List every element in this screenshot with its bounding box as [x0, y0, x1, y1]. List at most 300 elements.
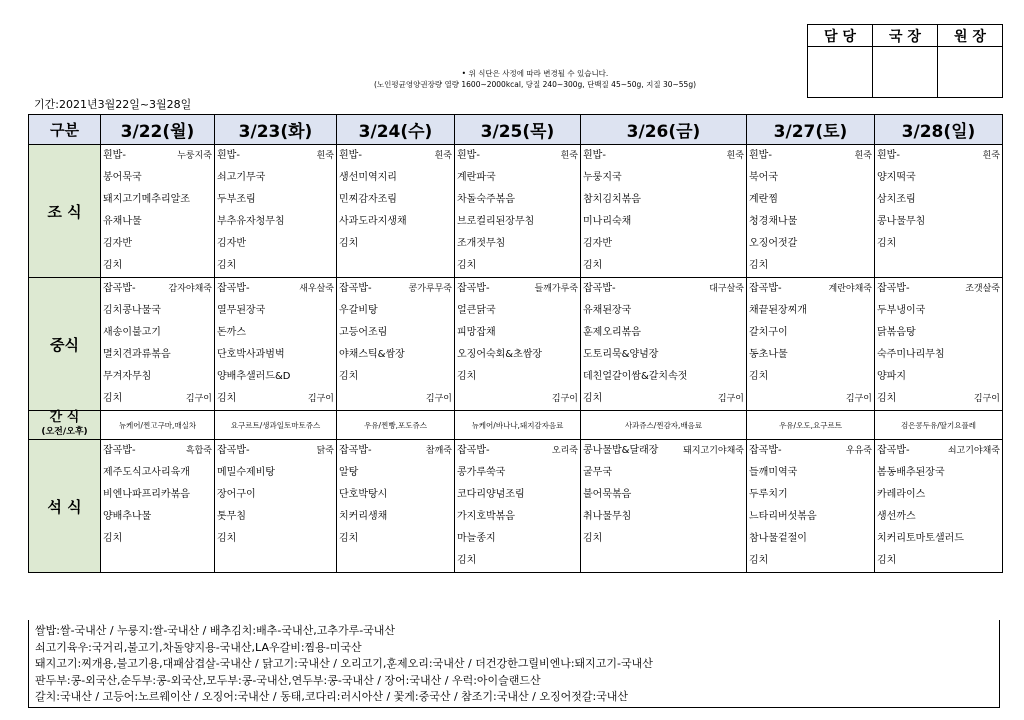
menu-item	[337, 255, 454, 277]
day-header: 3/25(목)	[455, 115, 581, 145]
menu-item	[747, 322, 874, 344]
menu-item-right: 김구이	[973, 394, 1000, 404]
menu-item	[455, 145, 580, 167]
menu-item	[875, 322, 1002, 344]
menu-item-text: 누룽지국	[583, 172, 622, 183]
menu-item	[581, 255, 746, 277]
menu-item-right: 우유죽	[845, 446, 872, 456]
menu-item	[101, 189, 214, 211]
menu-item	[337, 440, 454, 462]
menu-item	[747, 255, 874, 277]
menu-item-text: 불어묵볶음	[583, 489, 632, 500]
menu-item	[455, 484, 580, 506]
menu-item-text: 김치	[877, 555, 897, 566]
menu-item-text: 김치	[103, 393, 123, 404]
menu-item	[215, 440, 336, 462]
menu-item	[875, 506, 1002, 528]
menu-item-text: 김치	[103, 260, 123, 271]
menu-item	[581, 440, 746, 462]
menu-item-text: 야채스틱&쌈장	[339, 349, 405, 360]
menu-item-text: 열무된장국	[217, 305, 266, 316]
menu-item-text: 김치	[103, 533, 123, 544]
menu-item-right: 들깨가루죽	[534, 284, 578, 294]
dinner-cell	[101, 440, 215, 573]
menu-item-text: 알탕	[339, 467, 359, 478]
menu-item	[101, 344, 214, 366]
menu-item-text: 두루치기	[749, 489, 788, 500]
menu-item-text: 도토리묵&양념장	[583, 349, 659, 360]
breakfast-cell	[337, 145, 455, 278]
menu-item-right: 조갯살죽	[965, 284, 1000, 294]
menu-item-text: 채끝된장찌개	[749, 305, 807, 316]
menu-item-text: 쇠고기무국	[217, 172, 266, 183]
menu-item	[215, 167, 336, 189]
menu-item	[337, 322, 454, 344]
menu-item	[875, 550, 1002, 572]
day-header: 3/24(수)	[337, 115, 455, 145]
menu-item	[337, 300, 454, 322]
menu-item-text: 오징어젓갈	[749, 238, 798, 249]
menu-item	[337, 233, 454, 255]
menu-item	[747, 278, 874, 300]
menu-item	[747, 167, 874, 189]
snack-cell: 뉴케어/찐고구마,매실차	[101, 411, 215, 440]
menu-item-text: 김치	[877, 393, 897, 404]
menu-item-text: 김치	[583, 393, 603, 404]
menu-item-text: 굴무국	[583, 467, 612, 478]
menu-item	[455, 167, 580, 189]
menu-item-text: 제주도식고사리육개	[103, 467, 190, 478]
menu-table	[28, 114, 1003, 573]
menu-item-text: 느타리버섯볶음	[749, 511, 817, 522]
menu-item-text: 우갈비탕	[339, 305, 378, 316]
menu-item	[101, 440, 214, 462]
menu-item-text: 잡곡밥-	[749, 445, 782, 456]
menu-item	[101, 278, 214, 300]
menu-item-text: 코다리양념조림	[457, 489, 525, 500]
menu-item-text: 잡곡밥-	[103, 283, 136, 294]
lunch-cell	[581, 278, 747, 411]
menu-item-text: 김치	[583, 533, 603, 544]
menu-item	[337, 550, 454, 572]
menu-item	[747, 233, 874, 255]
menu-item	[455, 322, 580, 344]
menu-item-right: 대구살죽	[709, 284, 744, 294]
menu-item	[747, 300, 874, 322]
menu-item-text: 김치	[339, 371, 359, 382]
menu-item	[581, 366, 746, 388]
breakfast-cell	[581, 145, 747, 278]
menu-item	[337, 211, 454, 233]
menu-item	[581, 233, 746, 255]
menu-item	[747, 440, 874, 462]
lunch-cell	[747, 278, 875, 411]
menu-item-text: 양파지	[877, 371, 906, 382]
menu-item	[455, 366, 580, 388]
menu-item-text: 콩나물밥&달래장	[583, 445, 659, 456]
approval-sign-box	[873, 47, 938, 98]
menu-item-text: 오징어숙회&초쌈장	[457, 349, 543, 360]
menu-item-text: 계란파국	[457, 172, 496, 183]
menu-item-right: 감자야채죽	[168, 284, 212, 294]
menu-item	[215, 528, 336, 550]
menu-item-text: 봄동배추된장국	[877, 467, 945, 478]
menu-item-text: 흰밥-	[877, 150, 900, 161]
menu-item-text: 계란찜	[749, 194, 778, 205]
menu-item-right: 흑합죽	[185, 446, 212, 456]
menu-item	[101, 388, 214, 410]
menu-item-text: 미나리숙채	[583, 216, 632, 227]
breakfast-cell	[215, 145, 337, 278]
snack-row	[29, 411, 1003, 440]
lunch-row	[29, 278, 1003, 411]
menu-item	[875, 528, 1002, 550]
day-header: 3/26(금)	[581, 115, 747, 145]
menu-item-text: 김치	[583, 260, 603, 271]
approval-box	[807, 24, 1003, 98]
menu-item	[581, 506, 746, 528]
menu-item-text: 흰밥-	[749, 150, 772, 161]
menu-item	[747, 189, 874, 211]
menu-item	[337, 189, 454, 211]
dinner-cell	[581, 440, 747, 573]
day-header: 3/28(일)	[875, 115, 1003, 145]
menu-item	[581, 145, 746, 167]
menu-item-text: 흰밥-	[103, 150, 126, 161]
dinner-cell	[337, 440, 455, 573]
menu-item	[101, 484, 214, 506]
menu-item-text: 차돌숙주볶음	[457, 194, 515, 205]
breakfast-cell	[747, 145, 875, 278]
menu-item-text: 단호박사과범벅	[217, 349, 285, 360]
menu-item-text: 양배추샐러드&D	[217, 371, 291, 382]
day-header: 3/22(월)	[101, 115, 215, 145]
menu-item	[581, 550, 746, 572]
menu-item	[747, 145, 874, 167]
menu-item	[581, 278, 746, 300]
menu-item	[337, 145, 454, 167]
menu-item-right: 김구이	[425, 394, 452, 404]
menu-item-right: 흰죽	[854, 151, 872, 161]
menu-item-text: 동초나물	[749, 349, 788, 360]
menu-item-text: 생선까스	[877, 511, 916, 522]
menu-item-text: 잡곡밥-	[877, 283, 910, 294]
menu-item-right: 흰죽	[982, 151, 1000, 161]
snack-cell: 뉴케어/바나나,돼지감자음료	[455, 411, 581, 440]
menu-item-text: 김치	[877, 238, 897, 249]
menu-item-right: 계란야채죽	[828, 284, 872, 294]
menu-item-text: 치커리토마토샐러드	[877, 533, 964, 544]
menu-item-right: 김구이	[845, 394, 872, 404]
lunch-cell	[101, 278, 215, 411]
menu-item-text: 청경채나물	[749, 216, 798, 227]
lunch-cell	[337, 278, 455, 411]
menu-item	[875, 167, 1002, 189]
menu-item-right: 김구이	[185, 394, 212, 404]
menu-item-text: 참나물겉절이	[749, 533, 807, 544]
approval-sign-box	[938, 47, 1003, 98]
menu-item	[875, 344, 1002, 366]
menu-item	[747, 550, 874, 572]
menu-item-text: 김치	[457, 371, 477, 382]
menu-item-text: 흰밥-	[217, 150, 240, 161]
menu-item-right: 새우살죽	[299, 284, 334, 294]
menu-item	[337, 278, 454, 300]
menu-item-right: 김구이	[717, 394, 744, 404]
menu-item	[337, 366, 454, 388]
menu-item	[215, 484, 336, 506]
menu-item-right: 오리죽	[551, 446, 578, 456]
menu-item-text: 무겨자무침	[103, 371, 152, 382]
menu-item-text: 봉어묵국	[103, 172, 142, 183]
origin-line: 쌀밥:쌀-국내산 / 누룽지:쌀-국내산 / 배추김치:배추-국내산,고추가루-국내산	[35, 624, 396, 637]
menu-item-text: 유채된장국	[583, 305, 632, 316]
menu-item	[747, 366, 874, 388]
menu-item	[455, 278, 580, 300]
dinner-cell	[455, 440, 581, 573]
snack-cell: 사과쥬스/찐감자,배음료	[581, 411, 747, 440]
menu-item-text: 김치	[339, 238, 359, 249]
day-header: 3/27(토)	[747, 115, 875, 145]
origin-line: 쇠고기육우:국거리,불고기,차돌양지용-국내산,LA우갈비:찜용-미국산	[35, 640, 362, 654]
menu-item-text: 닭볶음탕	[877, 327, 916, 338]
menu-item-text: 김치	[217, 393, 237, 404]
period-text: 기간:2021년3월22일~3월28일	[34, 98, 192, 111]
menu-item	[337, 528, 454, 550]
menu-item	[455, 506, 580, 528]
menu-item	[215, 145, 336, 167]
menu-item	[455, 189, 580, 211]
dinner-label: 석 식	[29, 440, 101, 573]
menu-item-text: 잡곡밥-	[103, 445, 136, 456]
snack-label	[29, 411, 101, 440]
menu-item-text: 김자반	[217, 238, 246, 249]
menu-item-text: 잡곡밥-	[217, 445, 250, 456]
menu-item	[215, 550, 336, 572]
menu-item-text: 양배추나물	[103, 511, 152, 522]
menu-item-right: 누룽지죽	[177, 151, 212, 161]
menu-item-text: 훈제오리볶음	[583, 327, 641, 338]
menu-item-text: 김자반	[103, 238, 132, 249]
menu-item-text: 생선미역지리	[339, 172, 397, 183]
breakfast-row	[29, 145, 1003, 278]
menu-item-text: 잡곡밥-	[217, 283, 250, 294]
menu-item	[875, 300, 1002, 322]
menu-item	[875, 211, 1002, 233]
menu-item-text: 김치	[749, 555, 769, 566]
menu-item	[455, 344, 580, 366]
menu-item-text: 참치김치볶음	[583, 194, 641, 205]
menu-item	[215, 189, 336, 211]
menu-item-right: 닭죽	[316, 446, 334, 456]
menu-item	[337, 344, 454, 366]
menu-item	[215, 506, 336, 528]
menu-item	[337, 506, 454, 528]
snack-cell: 요구르트/생과일토마토쥬스	[215, 411, 337, 440]
menu-item-text: 브로컬리된장무침	[457, 216, 535, 227]
menu-item	[875, 233, 1002, 255]
menu-item	[581, 462, 746, 484]
menu-item	[747, 506, 874, 528]
menu-item	[875, 484, 1002, 506]
origin-line: 판두부:콩-외국산,순두부:콩-외국산,모두부:콩-국내산,연두부:콩-국내산 / 장어:국내산 / 우럭:아이슬랜드산	[35, 673, 541, 687]
menu-item-text: 흰밥-	[339, 150, 362, 161]
menu-item	[747, 388, 874, 410]
dinner-row	[29, 440, 1003, 573]
menu-item	[101, 300, 214, 322]
menu-item	[875, 440, 1002, 462]
menu-item-text: 단호박탕시	[339, 489, 388, 500]
menu-item	[455, 255, 580, 277]
menu-item	[875, 388, 1002, 410]
menu-item	[337, 484, 454, 506]
breakfast-cell	[101, 145, 215, 278]
menu-item	[455, 528, 580, 550]
menu-item-text: 잡곡밥-	[877, 445, 910, 456]
menu-item-text: 김치콩나물국	[103, 305, 161, 316]
menu-item-text: 잡곡밥-	[457, 283, 490, 294]
menu-item-text: 잡곡밥-	[339, 283, 372, 294]
menu-item-text: 숙주미나리무침	[877, 349, 945, 360]
menu-item-text: 사과도라지생채	[339, 216, 407, 227]
menu-item	[101, 366, 214, 388]
menu-item	[101, 211, 214, 233]
approval-label: 담 당	[808, 25, 873, 47]
notice-line: • 위 식단은 사정에 따라 변경될 수 있습니다.	[461, 69, 609, 78]
menu-item-text: 카레라이스	[877, 489, 926, 500]
snack-cell: 검은콩두유/딸기요플레	[875, 411, 1003, 440]
menu-item-text: 갈치구이	[749, 327, 788, 338]
menu-item	[101, 506, 214, 528]
notice	[300, 68, 770, 90]
menu-item	[101, 145, 214, 167]
menu-item-text: 장어구이	[217, 489, 256, 500]
menu-item-text: 김치	[217, 260, 237, 271]
menu-item-text: 고등어조림	[339, 327, 388, 338]
menu-item-right: 흰죽	[434, 151, 452, 161]
menu-item-text: 얼큰닭국	[457, 305, 496, 316]
menu-item-text: 흰밥-	[583, 150, 606, 161]
origin-line: 갈치:국내산 / 고등어:노르웨이산 / 오징어:국내산 / 동태,코다리:러시아산 / 꽃게:중국산 / 참조기:국내산 / 오징어젓갈:국내산	[35, 690, 629, 703]
menu-item-text: 콩가루쑥국	[457, 467, 506, 478]
menu-item-text: 마늘종지	[457, 533, 496, 544]
menu-item	[581, 322, 746, 344]
menu-item	[337, 462, 454, 484]
menu-item	[215, 344, 336, 366]
lunch-label: 중식	[29, 278, 101, 411]
menu-item	[747, 528, 874, 550]
menu-item-text: 메밀수제비탕	[217, 467, 275, 478]
menu-item	[215, 366, 336, 388]
menu-item	[581, 167, 746, 189]
menu-item-right: 참깨죽	[425, 446, 452, 456]
menu-item-text: 잡곡밥-	[457, 445, 490, 456]
menu-item-text: 김치	[339, 533, 359, 544]
menu-item	[875, 366, 1002, 388]
menu-item-text: 김치	[217, 533, 237, 544]
menu-item	[747, 344, 874, 366]
lunch-cell	[215, 278, 337, 411]
menu-item	[581, 388, 746, 410]
menu-item	[581, 189, 746, 211]
snack-label-sub: (오전/오후)	[41, 427, 88, 437]
menu-item-text: 잡곡밥-	[339, 445, 372, 456]
menu-item-text: 양지떡국	[877, 172, 916, 183]
menu-item	[455, 550, 580, 572]
menu-item-text: 김치	[749, 371, 769, 382]
snack-cell: 우유/찐빵,포도쥬스	[337, 411, 455, 440]
breakfast-cell	[875, 145, 1003, 278]
menu-item-text: 잡곡밥-	[749, 283, 782, 294]
menu-item	[101, 233, 214, 255]
menu-item	[215, 278, 336, 300]
menu-item-right: 흰죽	[726, 151, 744, 161]
menu-item-text: 민찌감자조림	[339, 194, 397, 205]
menu-item	[875, 255, 1002, 277]
menu-item-text: 비엔나파프리카볶음	[103, 489, 190, 500]
breakfast-cell	[455, 145, 581, 278]
menu-item	[747, 484, 874, 506]
approval-sign-box	[808, 47, 873, 98]
menu-item	[747, 211, 874, 233]
menu-item	[337, 167, 454, 189]
menu-item	[455, 211, 580, 233]
menu-item-right: 김구이	[551, 394, 578, 404]
menu-item-text: 데친얼갈이쌈&갈치속젓	[583, 371, 688, 382]
menu-item-text: 김치	[457, 260, 477, 271]
menu-item-text: 잡곡밥-	[583, 283, 616, 294]
menu-item-right: 돼지고기야채죽	[683, 446, 744, 456]
menu-item	[215, 322, 336, 344]
menu-item-right: 쇠고기야채죽	[947, 446, 1000, 456]
lunch-cell	[875, 278, 1003, 411]
menu-item	[215, 255, 336, 277]
menu-item-right: 흰죽	[560, 151, 578, 161]
notice-line: (노인평균영양권장량 열량 1600~2000kcal, 당질 240~300g, 단백질 45~50g, 지질 30~55g)	[373, 80, 697, 89]
menu-item	[215, 211, 336, 233]
menu-item-text: 톳무침	[217, 511, 246, 522]
menu-item	[101, 322, 214, 344]
dinner-cell	[875, 440, 1003, 573]
menu-item-right: 콩가루무죽	[408, 284, 452, 294]
menu-item-text: 새송이불고기	[103, 327, 161, 338]
dinner-cell	[747, 440, 875, 573]
menu-item-text: 콩나물무침	[877, 216, 926, 227]
menu-item-text: 부추유자청무침	[217, 216, 285, 227]
menu-item-text: 김치	[749, 260, 769, 271]
menu-item	[101, 255, 214, 277]
snack-label-main: 간 식	[49, 410, 80, 425]
menu-item	[215, 462, 336, 484]
menu-item	[455, 300, 580, 322]
origin-line: 돼지고기:찌개용,불고기용,대패삼겹살-국내산 / 닭고기:국내산 / 오리고기,훈제오리:국내산 / 더건강한그릴비엔나:돼지고기-국내산	[35, 657, 653, 670]
dinner-cell	[215, 440, 337, 573]
menu-item	[875, 145, 1002, 167]
menu-item	[581, 300, 746, 322]
menu-item-text: 치커리생채	[339, 511, 388, 522]
menu-item	[101, 550, 214, 572]
menu-item-text: 피망잡채	[457, 327, 496, 338]
menu-item-text: 유채나물	[103, 216, 142, 227]
menu-item-text: 조개젓무침	[457, 238, 506, 249]
menu-item	[875, 189, 1002, 211]
header-label: 구분	[29, 115, 101, 145]
menu-item	[337, 388, 454, 410]
menu-item	[455, 462, 580, 484]
menu-item-text: 김치	[457, 555, 477, 566]
menu-item-text: 두부냉이국	[877, 305, 926, 316]
menu-item	[215, 388, 336, 410]
